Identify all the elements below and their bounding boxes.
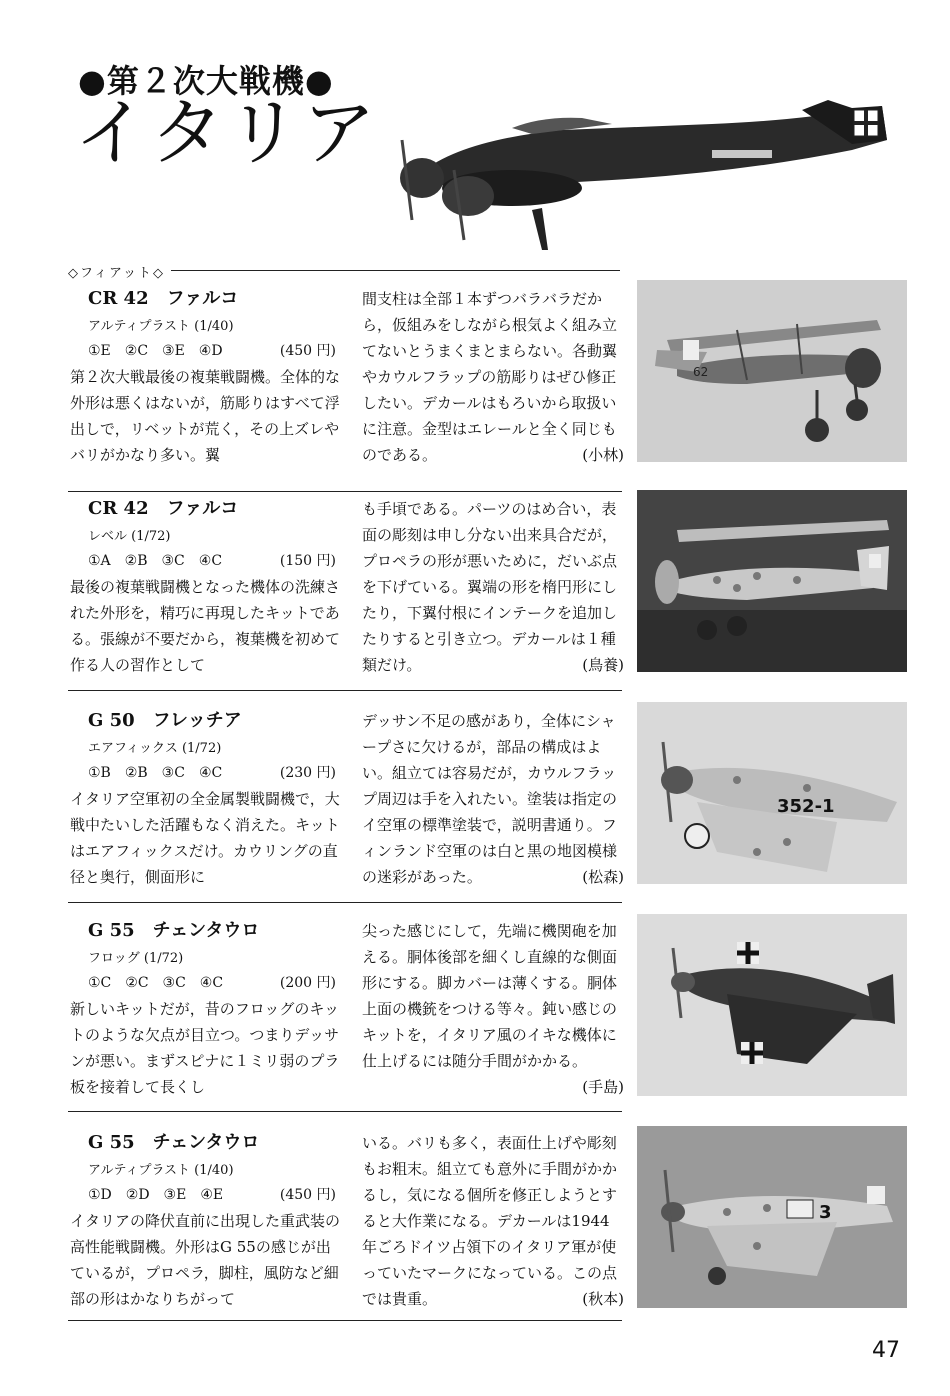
kit-price: (450 円) — [279, 1187, 336, 1203]
review-text-continued: デッサン不足の感があり，全体にシャープさに欠けるが，部品の構成はよい。組立ては容易だが，カウルフラップ周辺は手を入れたい。塗装は指定のイ空軍の標準塗装で，説明書通り。フィンランド空軍のは白と黒の地図模様の迷彩があった。 — [362, 712, 618, 886]
review-text-continued: 尖った感じにして，先端に機関砲を加える。胴体後部を細くし直線的な側面形にする。脚カバーは薄くする。胴体上面の機銃をつける等々。鈍い感じのキットを，イタリア風のイキな機体に仕上げるには随分手間がかかる。 — [362, 922, 618, 1070]
review-text-left: 第２次大戦最後の複葉戦闘機。全体的な外形は悪くはないが，筋彫りはすべて浮出しで，リベットが荒く，その上ズレやバリがかなり多い。翼 — [70, 368, 341, 464]
review-author: (手島) — [582, 1078, 624, 1096]
kit-name: CR 42 ファルコ — [88, 498, 239, 519]
review-author: (秋本) — [582, 1290, 624, 1308]
kit-ratings — [88, 550, 336, 570]
review-text-right — [362, 496, 624, 678]
rating-grades: ①C ②C ③C ④C — [88, 975, 224, 991]
review-text-right — [362, 708, 624, 890]
kit-name: G 50 フレッチア — [88, 710, 242, 731]
review-author: (松森) — [582, 868, 624, 886]
rating-grades: ①A ②B ③C ④C — [88, 553, 223, 569]
kit-name: CR 42 ファルコ — [88, 288, 239, 309]
article-kicker: ●第２次大戦機● — [78, 62, 334, 100]
kit-photo-g55-dark — [637, 914, 907, 1096]
section-label: ◇フィアット◇ — [68, 262, 171, 281]
rating-grades: ①D ②D ③E ④E — [88, 1187, 224, 1203]
review-text-left: 最後の複葉戦闘機となった機体の洗練された外形を，精巧に再現したキットである。張線が不要だから，複葉機を初めて作る人の習作として — [70, 578, 341, 674]
kit-maker-scale: エアフィックス (1/72) — [88, 741, 222, 756]
review-text-continued: も手頃である。パーツのはめ合い，表面の彫刻は申し分ない出来具合だが，プロペラの形が悪いために，だいぶ点を下げている。翼端の形を楕円形にしたり，下翼付根にインテークを追加したりすると引き立つ。デカールは１種類だけ。 — [362, 500, 618, 674]
review-text-left: 新しいキットだが，昔のフロッグのキットのような欠点が目立つ。つまりデッサンが悪い。まずスピナに１ミリ弱のプラ板を接着して長くし — [70, 1000, 340, 1096]
rating-grades: ①E ②C ③E ④D — [88, 343, 223, 359]
review-text-right — [362, 286, 624, 468]
page-number: 47 — [872, 1338, 900, 1363]
kit-photo-cr42-biplane — [637, 280, 907, 462]
review-text-continued: いる。バリも多く，表面仕上げや彫刻もお粗末。組立ても意外に手間がかかるし，気になる個所を修正しようとすると大作業になる。デカールは1944年ごろドイツ占領下のイタリア軍が使っていたマークになっている。この点では貴重。 — [362, 1134, 618, 1308]
kit-name: G 55 チェンタウロ — [88, 920, 260, 941]
kit-photo-cr42-camouflage — [637, 490, 907, 672]
kit-maker-scale: フロッグ (1/72) — [88, 951, 184, 966]
review-text-left: イタリアの降伏直前に出現した重武装の高性能戦闘機。外形はG 55の感じが出ているが，プロペラ，脚柱，風防など細部の形はかなりちがって — [70, 1212, 341, 1308]
aircraft-code-marking: 352-1 — [777, 796, 835, 817]
kit-ratings — [88, 762, 336, 782]
section-heading — [68, 262, 620, 282]
review-author: (小林) — [582, 446, 624, 464]
kit-photo-g55-mottled — [637, 1126, 907, 1308]
review-text-left: イタリア空軍初の全金属製戦闘機で，大戦中たいした活躍もなく消えた。キットはエアフィックスだけ。カウリングの直径と奥行，側面形に — [70, 790, 340, 886]
page-title: イタリア — [74, 90, 378, 176]
kit-price: (200 円) — [279, 975, 336, 991]
entry-divider — [68, 690, 622, 691]
entry-divider — [68, 1320, 622, 1321]
entry-divider — [68, 491, 622, 492]
rating-grades: ①B ②B ③C ④C — [88, 765, 223, 781]
kit-maker-scale: アルティプラスト (1/40) — [88, 1163, 234, 1178]
aircraft-code-marking: 3 — [819, 1202, 832, 1223]
review-text-right — [362, 918, 624, 1100]
aircraft-code-marking: 62 — [693, 365, 709, 379]
kit-ratings — [88, 340, 336, 360]
kit-photo-g50-monoplane — [637, 702, 907, 884]
kit-ratings — [88, 972, 336, 992]
kit-price: (230 円) — [279, 765, 336, 781]
review-author: (鳥養) — [582, 656, 624, 674]
review-text-right — [362, 1130, 624, 1312]
entry-divider — [68, 1111, 622, 1112]
review-text-continued: 間支柱は全部１本ずつバラバラだから，仮組みをしながら根気よく組み立てないとうまくまとまらない。各動翼やカウルフラップの筋彫りはぜひ修正したい。デカールはもろいから取扱いに注意。金型はエレールと全く同じものである。 — [362, 290, 618, 464]
hero-bomber-photo — [382, 100, 902, 265]
kit-name: G 55 チェンタウロ — [88, 1132, 260, 1153]
kit-ratings — [88, 1184, 336, 1204]
kit-price: (150 円) — [279, 553, 336, 569]
entry-divider — [68, 902, 622, 903]
kit-price: (450 円) — [279, 343, 336, 359]
kit-maker-scale: アルティプラスト (1/40) — [88, 319, 234, 334]
kit-maker-scale: レベル (1/72) — [88, 529, 171, 544]
